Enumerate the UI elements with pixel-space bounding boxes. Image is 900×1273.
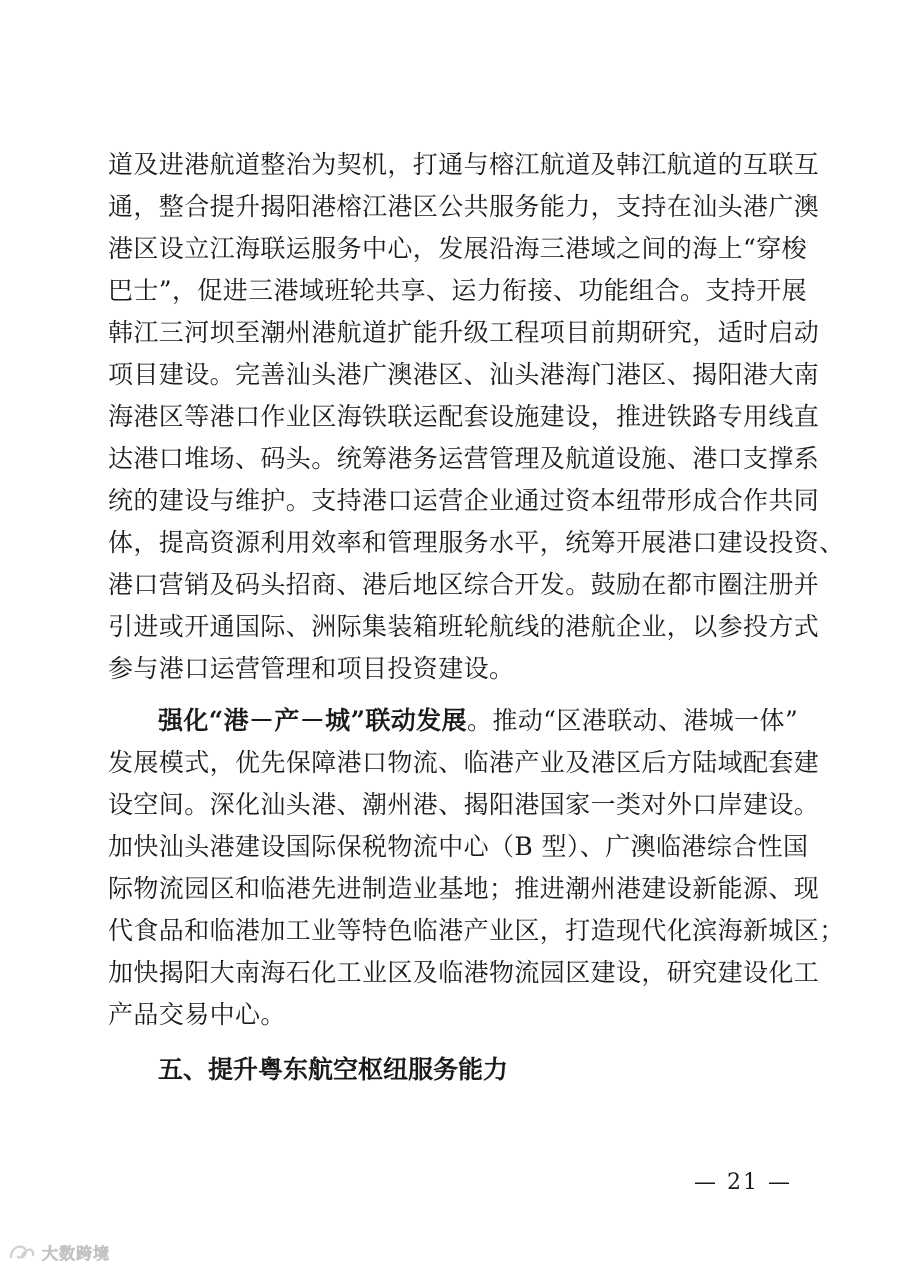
text-line: 产品交易中心。: [108, 1000, 286, 1029]
text-line: 设空间。深化汕头港、潮州港、揭阳港国家一类对外口岸建设。: [108, 790, 820, 819]
text-line: 通，整合提升揭阳港榕江港区公共服务能力，支持在汕头港广澳: [108, 192, 820, 221]
document-body: [108, 144, 845, 1094]
text-line: 达港口堆场、码头。统筹港务运营管理及航道设施、港口支撑系: [108, 444, 820, 473]
text-line: 参与港口运营管理和项目投资建设。: [108, 654, 515, 683]
text-line: 港口营销及码头招商、港后地区综合开发。鼓励在都市圈注册并: [108, 570, 820, 599]
section-heading: 五、提升粤东航空枢纽服务能力: [158, 1055, 509, 1084]
text-line: 海港区等港口作业区海铁联运配套设施建设，推进铁路专用线直: [108, 402, 820, 431]
watermark-text: 大数跨境: [42, 1243, 111, 1263]
paragraph-port-channel: [108, 144, 845, 690]
text-line: 加快汕头港建设国际保税物流中心（B 型）、广澳临港综合性国: [108, 832, 809, 861]
page-number: — 21 —: [694, 1170, 792, 1195]
text-line: 韩江三河坝至潮州港航道扩能升级工程项目前期研究，适时启动: [108, 318, 820, 347]
text-line: 巴士”，促进三港域班轮共享、运力衔接、功能组合。支持开展: [108, 276, 807, 305]
watermark-logo-icon: [8, 1241, 36, 1263]
paragraph-port-industry-city: [108, 700, 845, 1036]
watermark: [8, 1240, 110, 1264]
text-line: 代食品和临港加工业等特色临港产业区，打造现代化滨海新城区；: [108, 916, 845, 945]
bold-lead-phrase: 强化“港－产－城”联动发展: [158, 706, 467, 735]
text-line: 引进或开通国际、洲际集装箱班轮航线的港航企业，以参投方式: [108, 612, 820, 641]
text-line: 发展模式，优先保障港口物流、临港产业及港区后方陆域配套建: [108, 748, 820, 777]
text-line: 港区设立江海联运服务中心，发展沿海三港域之间的海上“穿梭: [108, 234, 807, 263]
text-line: 道及进港航道整治为契机，打通与榕江航道及韩江航道的互联互: [108, 150, 820, 179]
text-line: 项目建设。完善汕头港广澳港区、汕头港海门港区、揭阳港大南: [108, 360, 820, 389]
lead-rest-text: 。推动“区港联动、港城一体”: [466, 706, 799, 735]
text-line-lead: [108, 700, 798, 742]
text-line: 加快揭阳大南海石化工业区及临港物流园区建设，研究建设化工: [108, 958, 820, 987]
text-line: 统的建设与维护。支持港口运营企业通过资本纽带形成合作共同: [108, 486, 820, 515]
text-line: 体，提高资源利用效率和管理服务水平，统筹开展港口建设投资、: [108, 528, 845, 557]
text-line: 际物流园区和临港先进制造业基地；推进潮州港建设新能源、现: [108, 874, 820, 903]
